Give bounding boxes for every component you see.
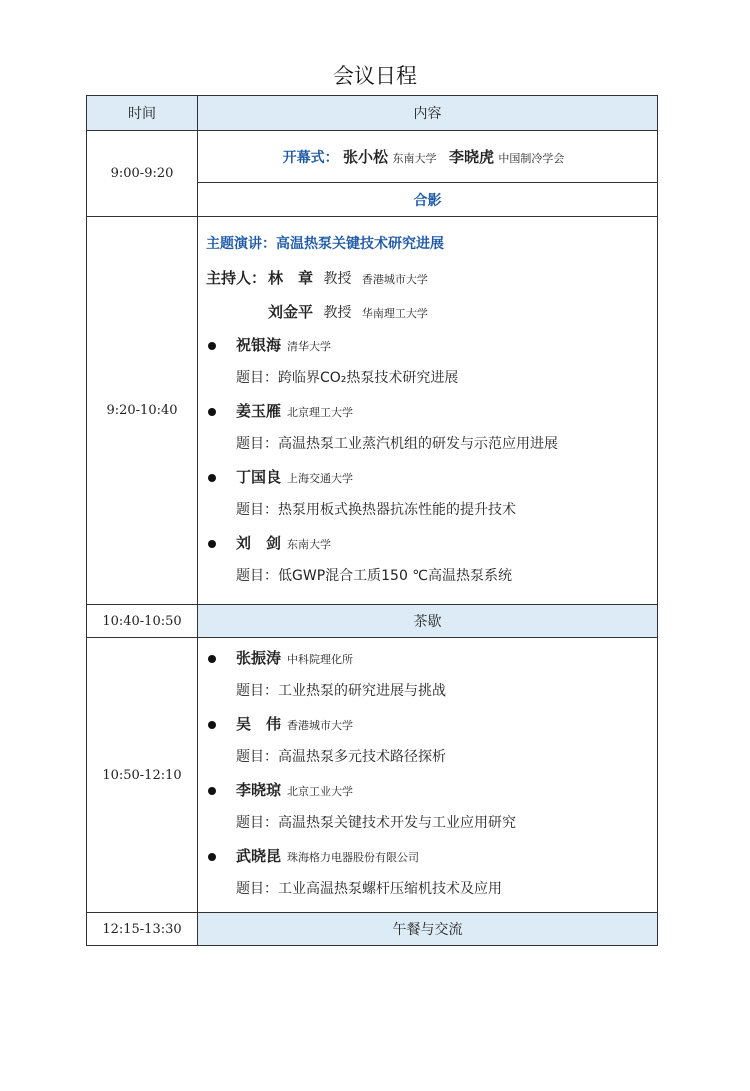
talk-topic: 题目：高温热泵工业蒸汽机组的研发与示范应用进展 — [236, 436, 558, 452]
session1-theme-line — [206, 227, 649, 261]
host-title: 教授 — [323, 305, 352, 321]
opening-cell — [198, 131, 658, 183]
topic-line — [206, 675, 649, 708]
speaker-affiliation: 上海交通大学 — [287, 472, 354, 485]
session1-time: 9:20-10:40 — [87, 217, 198, 605]
opening-row — [87, 131, 658, 183]
host-title: 教授 — [323, 271, 352, 287]
bullet-icon — [208, 787, 216, 795]
host-label: 主持人： — [206, 269, 267, 287]
talk-topic: 题目：工业热泵的研究进展与挑战 — [236, 683, 446, 699]
topic-line — [206, 807, 649, 840]
lunch-label: 午餐与交流 — [198, 913, 658, 946]
speaker-name: 张振涛 — [236, 649, 282, 667]
session1-row — [87, 217, 658, 605]
lunch-time: 12:15-13:30 — [87, 913, 198, 946]
topic-line — [206, 560, 649, 593]
page-title: 会议日程 — [333, 64, 417, 88]
session2-row — [87, 638, 658, 913]
header-time: 时间 — [87, 96, 198, 131]
talk-topic: 题目：高温热泵关键技术开发与工业应用研究 — [236, 815, 516, 831]
speaker-line — [206, 329, 649, 362]
talk-topic: 题目：高温热泵多元技术路径探析 — [236, 749, 446, 765]
topic-line — [206, 741, 649, 774]
speaker-line — [206, 527, 649, 560]
talk-topic: 题目：低GWP混合工质150 ℃高温热泵系统 — [236, 568, 513, 584]
bullet-icon — [208, 721, 216, 729]
speaker-line — [206, 774, 649, 807]
speaker-name: 刘 剑 — [236, 534, 282, 552]
host-name: 刘金平 — [268, 303, 314, 321]
speaker-name: 吴 伟 — [236, 715, 282, 733]
break-row — [87, 605, 658, 638]
break-label: 茶歇 — [198, 605, 658, 638]
speaker-affiliation: 北京工业大学 — [287, 785, 354, 798]
opening-speaker-affiliation: 东南大学 — [392, 152, 437, 165]
opening-speaker-affiliation: 中国制冷学会 — [498, 152, 565, 165]
opening-time: 9:00-9:20 — [87, 131, 198, 217]
opening-speaker-name: 李晓虎 — [448, 148, 494, 166]
header-content: 内容 — [198, 96, 658, 131]
bullet-icon — [208, 853, 216, 861]
group-photo: 合影 — [198, 183, 658, 217]
agenda-table — [86, 95, 658, 946]
speaker-affiliation: 香港城市大学 — [287, 719, 354, 732]
talk-topic: 题目：工业高温热泵螺杆压缩机技术及应用 — [236, 881, 502, 897]
bullet-icon — [208, 342, 216, 350]
session2-time: 10:50-12:10 — [87, 638, 198, 913]
speaker-line — [206, 461, 649, 494]
topic-line — [206, 873, 649, 906]
bullet-icon — [208, 474, 216, 482]
talk-topic: 题目：跨临界CO₂热泵技术研究进展 — [236, 370, 459, 386]
speaker-name: 李晓琼 — [236, 781, 282, 799]
speaker-affiliation: 珠海格力电器股份有限公司 — [287, 851, 420, 864]
speaker-name: 祝银海 — [236, 336, 282, 354]
speaker-line — [206, 642, 649, 675]
opening-label: 开幕式： — [282, 150, 339, 166]
session1-content — [198, 217, 658, 605]
speaker-affiliation: 东南大学 — [287, 538, 332, 551]
speaker-line — [206, 840, 649, 873]
bullet-icon — [208, 540, 216, 548]
header-row — [87, 96, 658, 131]
bullet-icon — [208, 408, 216, 416]
session2-content — [198, 638, 658, 913]
speaker-name: 姜玉雁 — [236, 402, 282, 420]
host-line — [206, 261, 649, 295]
break-time: 10:40-10:50 — [87, 605, 198, 638]
speaker-line — [206, 395, 649, 428]
lunch-row — [87, 913, 658, 946]
speaker-affiliation: 中科院理化所 — [287, 653, 354, 666]
topic-line — [206, 494, 649, 527]
speaker-name: 武晓昆 — [236, 847, 282, 865]
speaker-affiliation: 北京理工大学 — [287, 406, 354, 419]
session1-theme: 主题演讲：高温热泵关键技术研究进展 — [206, 236, 444, 252]
speaker-affiliation: 清华大学 — [287, 340, 332, 353]
host-line — [206, 295, 649, 329]
host-name: 林 章 — [268, 269, 314, 287]
opening-speaker-name: 张小松 — [343, 148, 389, 166]
speaker-name: 丁国良 — [236, 468, 282, 486]
bullet-icon — [208, 655, 216, 663]
talk-topic: 题目：热泵用板式换热器抗冻性能的提升技术 — [236, 502, 516, 518]
host-affiliation: 华南理工大学 — [361, 307, 428, 320]
topic-line — [206, 362, 649, 395]
host-affiliation: 香港城市大学 — [361, 273, 428, 286]
speaker-line — [206, 708, 649, 741]
topic-line — [206, 428, 649, 461]
